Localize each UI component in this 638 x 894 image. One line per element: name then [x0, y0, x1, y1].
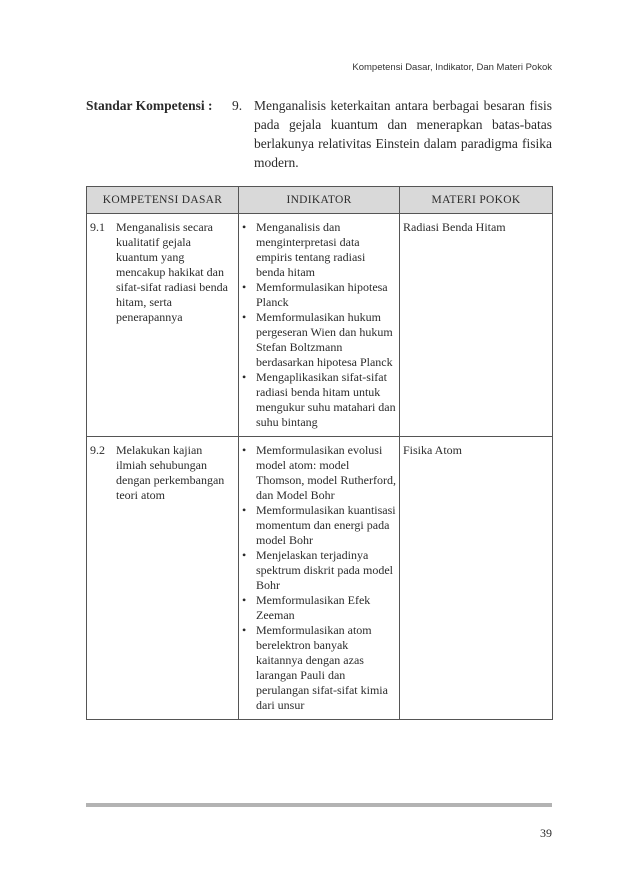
indikator-text: Mengaplikasikan sifat-sifat radiasi benda hitam untuk mengukur suhu matahari dan suhu bintang	[256, 370, 396, 429]
standar-number: 9.	[232, 98, 243, 113]
materi-cell: Fisika Atom	[400, 437, 553, 720]
bullet-icon: •	[242, 593, 247, 607]
kd-text: Melakukan kajian ilmiah sehubungan dengan perkembangan teori atom	[116, 443, 225, 502]
list-item	[242, 548, 396, 593]
kd-cell	[87, 437, 239, 720]
bullet-icon: •	[242, 548, 247, 562]
list-item	[242, 310, 396, 370]
list-item	[242, 280, 396, 310]
bullet-icon: •	[242, 443, 247, 457]
table-row	[87, 214, 553, 437]
list-item	[242, 503, 396, 548]
list-item	[242, 220, 396, 280]
list-item	[242, 623, 396, 713]
standar-label: Standar Kompetensi :	[86, 98, 213, 113]
indikator-text: Menjelaskan terjadinya spektrum diskrit pada model Bohr	[256, 548, 393, 592]
bullet-icon: •	[242, 503, 247, 517]
running-header: Kompetensi Dasar, Indikator, Dan Materi Pokok	[352, 62, 552, 73]
indikator-text: Menganalisis dan menginterpretasi data empiris tentang radiasi benda hitam	[256, 220, 366, 279]
indikator-text: Memformulasikan evolusi model atom: model Thomson, model Rutherford, dan Model Bohr	[256, 443, 396, 502]
indikator-cell	[239, 214, 400, 437]
indikator-text: Memformulasikan atom berelektron banyak kaitannya dengan azas larangan Pauli dan perulangan sifat-sifat kimia dari unsur	[256, 623, 388, 712]
list-item	[242, 370, 396, 430]
indikator-text: Memformulasikan hukum pergeseran Wien dan hukum Stefan Boltzmann berdasarkan hipotesa Planck	[256, 310, 393, 369]
materi-cell: Radiasi Benda Hitam	[400, 214, 553, 437]
indikator-text: Memformulasikan hipotesa Planck	[256, 280, 388, 309]
page-number: 39	[540, 826, 552, 840]
bullet-icon: •	[242, 220, 247, 234]
header-indikator: INDIKATOR	[239, 187, 400, 214]
bullet-icon: •	[242, 623, 247, 637]
kd-cell	[87, 214, 239, 437]
indikator-cell	[239, 437, 400, 720]
table-header-row	[87, 187, 553, 214]
header-materi-pokok: MATERI POKOK	[400, 187, 553, 214]
standar-text: Menganalisis keterkaitan antara berbagai besaran fisis pada gejala kuantum dan menerapkan batas-batas berlakunya relativitas Einstein dalam paradigma fisika modern.	[254, 98, 552, 170]
kd-number: 9.2	[90, 443, 105, 457]
competency-table	[86, 186, 553, 720]
list-item	[242, 443, 396, 503]
indikator-text: Memformulasikan kuantisasi momentum dan energi pada model Bohr	[256, 503, 396, 547]
header-kompetensi-dasar: KOMPETENSI DASAR	[87, 187, 239, 214]
indikator-text: Memformulasikan Efek Zeeman	[256, 593, 371, 622]
bullet-icon: •	[242, 370, 247, 384]
bullet-icon: •	[242, 310, 247, 324]
kd-text: Menganalisis secara kualitatif gejala kuantum yang mencakup hakikat dan sifat-sifat radiasi benda hitam, serta penerapannya	[116, 220, 228, 324]
kd-number: 9.1	[90, 220, 105, 234]
list-item	[242, 593, 396, 623]
bottom-divider	[86, 803, 552, 807]
bullet-icon: •	[242, 280, 247, 294]
table-row	[87, 437, 553, 720]
